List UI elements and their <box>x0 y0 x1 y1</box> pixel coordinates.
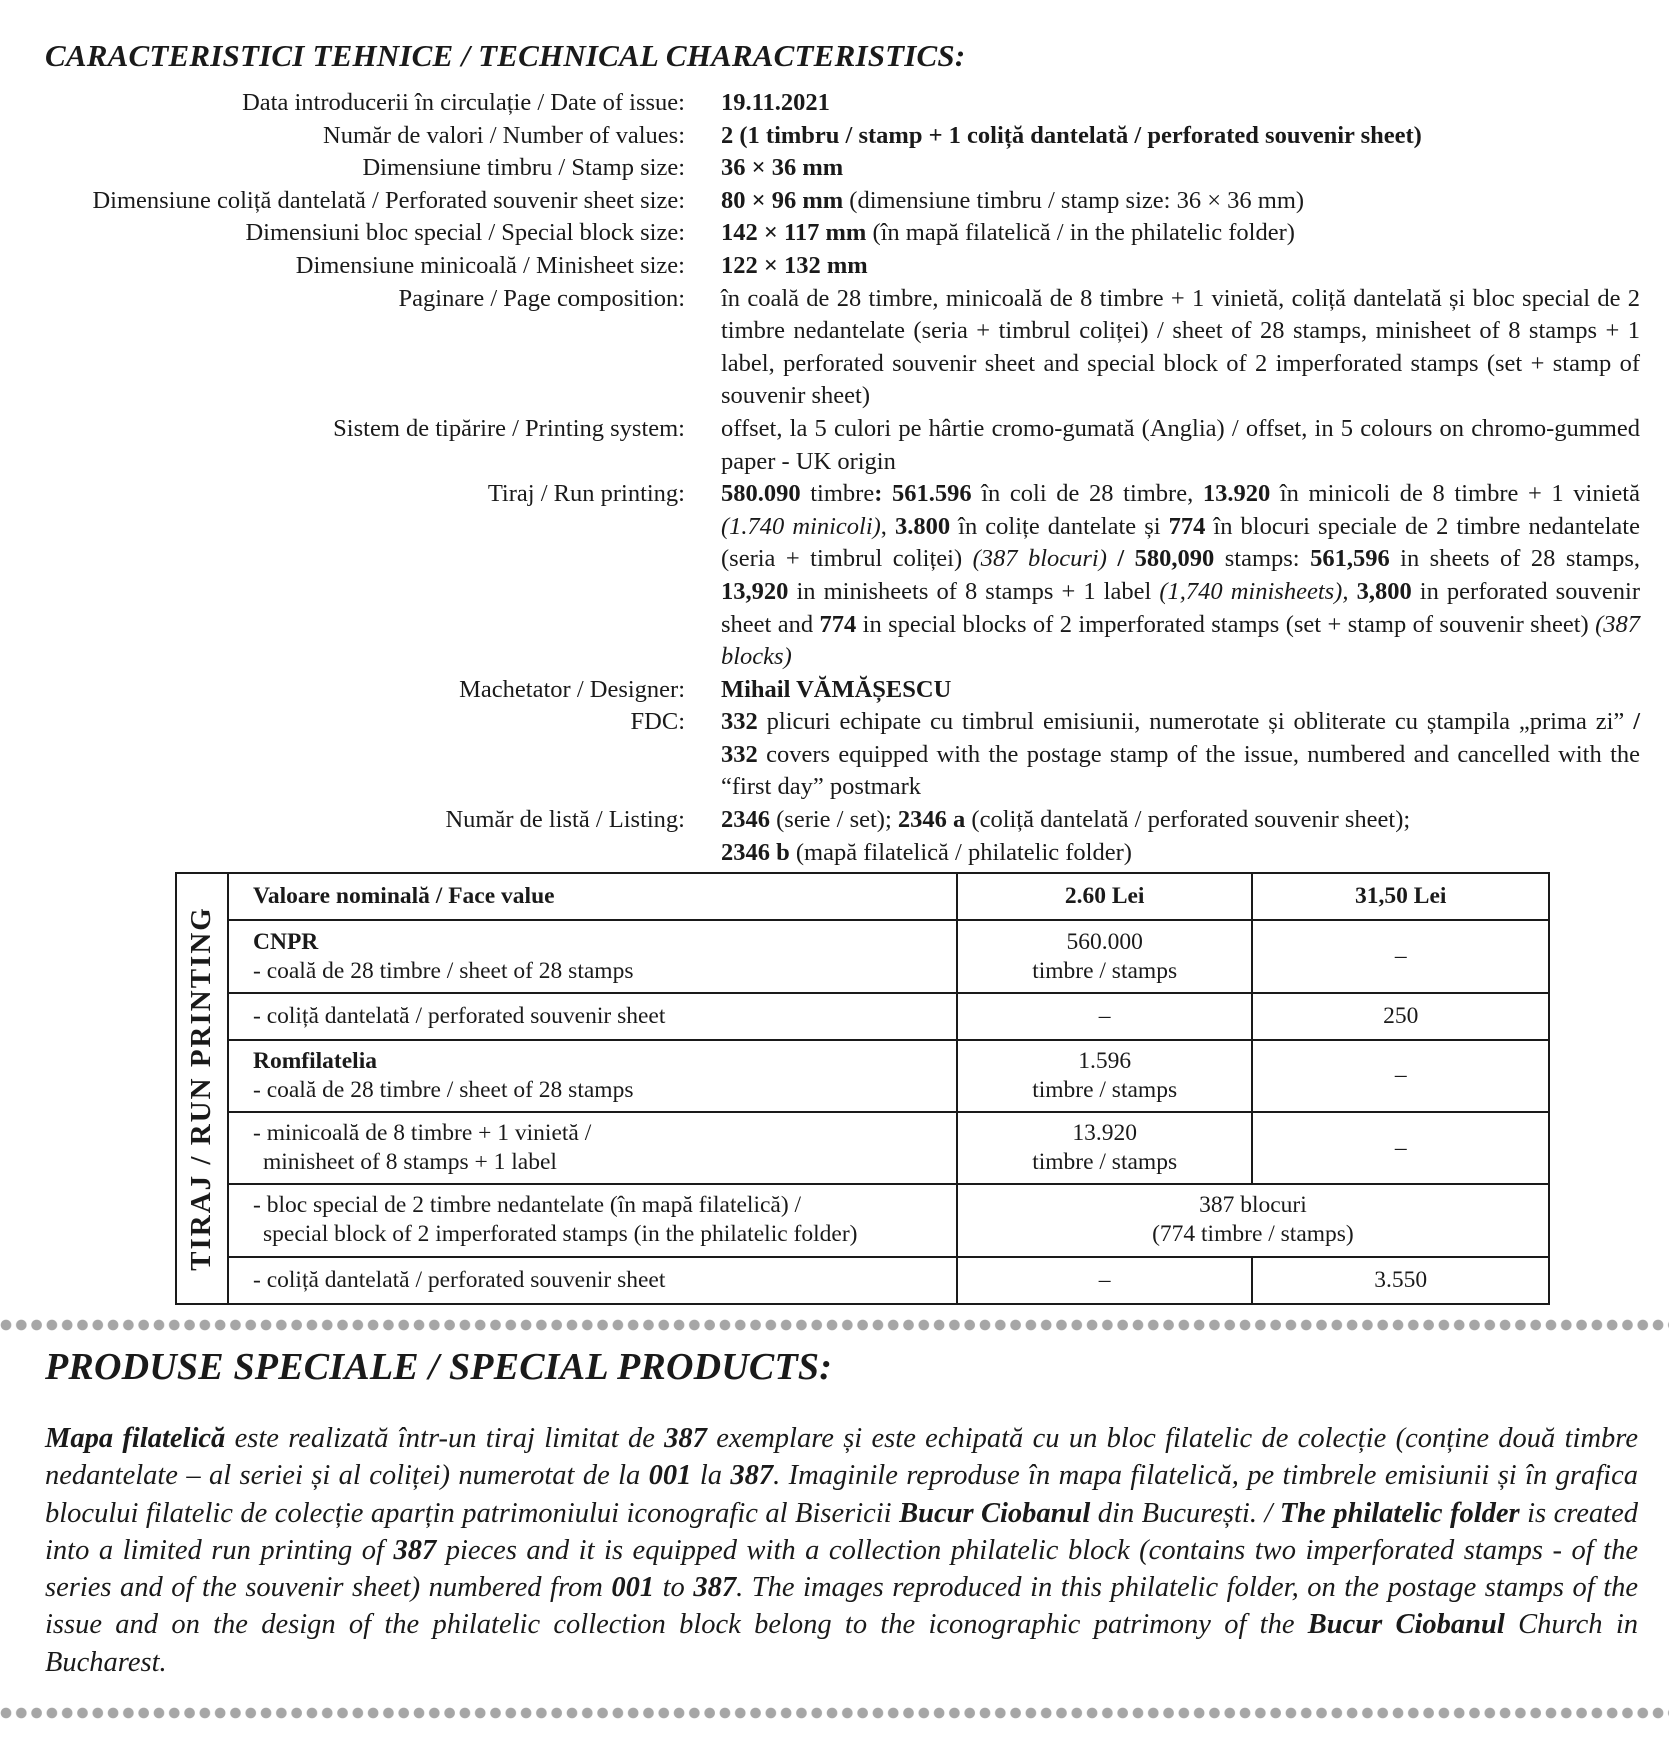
spec-value-rest: (în mapă filatelică / in the philatelic folder) <box>866 219 1295 247</box>
run-printing-table <box>227 872 1550 1305</box>
spec-value-bold: 142 × 117 mm <box>721 219 867 247</box>
text-run: in special blocks of 2 imperforated stamps (set + stamp of souvenir sheet) <box>856 610 1596 638</box>
spec-row-block-size <box>40 217 1640 250</box>
table-cell <box>228 1040 957 1113</box>
run-blocks-ro: 774 <box>1168 512 1206 540</box>
text-run: 387 <box>664 1423 707 1454</box>
text-run: . Imaginile reproduse în mapa filatelică, pe timbrele emisiunii și în grafica blocului filatelic de colecție aparțin patrimoniului iconografic al Bisericii <box>45 1460 1638 1529</box>
spec-value <box>721 217 1640 250</box>
spec-value: 19.11.2021 <box>721 89 830 116</box>
text-run: The philatelic folder <box>1279 1497 1520 1529</box>
text-run: (387 blocuri) <box>972 545 1107 573</box>
run-printing-table-block <box>175 872 1550 1305</box>
spec-value: 2 (1 timbru / stamp + 1 coliță dantelată / perforated souvenir sheet) <box>721 121 1422 149</box>
text-run: , <box>880 512 895 540</box>
cell-unit: (774 timbre / stamps) <box>1152 1221 1354 1248</box>
table-cell <box>228 920 957 993</box>
table-header-cell: Valoare nominală / Face value <box>228 873 957 920</box>
spec-row-fdc <box>40 706 1640 804</box>
spec-value <box>721 804 1640 869</box>
spec-label: Număr de listă / Listing: <box>445 806 685 834</box>
text-run: 2346 a <box>897 806 966 834</box>
table-row <box>228 1112 1549 1184</box>
text-run: (coliță dantelată / perforated souvenir sheet); <box>965 806 1411 834</box>
run-printing-title-text: TIRAJ / RUN PRINTING <box>184 906 217 1271</box>
table-row <box>228 1184 1549 1257</box>
group-label: Romfilatelia <box>253 1047 377 1074</box>
run-total-ro: 580.090 <box>721 480 801 508</box>
row-description: - coală de 28 timbre / sheet of 28 stamps <box>253 957 634 984</box>
text-run: 001 <box>611 1572 655 1604</box>
text-run: covers equipped with the postage stamp of the issue, numbered and cancelled with the “first day” postmark <box>721 740 1640 801</box>
spec-value <box>721 706 1640 804</box>
special-products-paragraph <box>45 1420 1638 1681</box>
cell-unit: timbre / stamps <box>1032 1076 1178 1103</box>
text-run: în colițe dantelate și <box>950 512 1169 540</box>
text-run: stamps: <box>1214 545 1311 573</box>
text-run: din București. / <box>1090 1497 1280 1529</box>
text-run: Bucur Ciobanul <box>899 1497 1091 1529</box>
text-run: plicuri echipate cu timbrul emisiunii, numerotate și obliterate cu ștampila „prima zi” <box>757 708 1634 736</box>
text-run: . The images reproduced in this philatelic folder, on the postage stamps of the issue and on the design of the philatelic collection block belong to the iconographic patrimony of the <box>45 1572 1639 1641</box>
table-cell <box>957 1040 1253 1113</box>
cell-value: 560.000 <box>1066 928 1143 955</box>
table-cell <box>228 1112 957 1184</box>
table-row <box>228 993 1549 1039</box>
spec-value: offset, la 5 culori pe hârtie cromo-gumată (Anglia) / offset, in 5 colours on chromo-gummed paper - UK origin <box>721 414 1640 475</box>
spec-value <box>721 185 1640 218</box>
spec-row-date <box>40 87 1640 120</box>
spec-label: Sistem de tipărire / Printing system: <box>333 414 685 442</box>
text-run: pieces and it is equipped with a collection philatelic block (contains two imperforated stamps - of the series and of the souvenir sheet) numbered from <box>45 1534 1638 1604</box>
text-run: în coli de 28 timbre, <box>971 480 1203 508</box>
text-run: / <box>1106 545 1135 573</box>
spec-value-bold: 80 × 96 mm <box>721 186 844 214</box>
row-description-en: special block of 2 imperforated stamps (in the philatelic folder) <box>263 1221 858 1248</box>
table-header-row <box>228 873 1549 920</box>
spec-value <box>721 478 1640 674</box>
spec-row-sheet-size <box>40 185 1640 218</box>
text-run: in perforated souvenir sheet and <box>721 577 1641 638</box>
text-run: exemplare și este echipată cu un bloc filatelic de colecție (conține două timbre nedantelate – al seriei și al coliței) numerotat de la <box>45 1423 1638 1492</box>
text-run: 387 <box>393 1534 437 1566</box>
text-run: (mapă filatelică / philatelic folder) <box>789 838 1132 866</box>
row-description: - coală de 28 timbre / sheet of 28 stamps <box>253 1076 634 1103</box>
spec-row-minisheet-size <box>40 250 1640 283</box>
dotted-divider <box>0 1707 1669 1719</box>
table-cell: – <box>957 1257 1253 1304</box>
spec-label: FDC: <box>630 708 685 736</box>
cell-value: 13.920 <box>1072 1120 1137 1147</box>
table-header-cell: 2.60 Lei <box>957 873 1253 920</box>
table-cell: – <box>1252 1040 1549 1113</box>
text-run: / 332 <box>721 708 1640 768</box>
text-run: (serie / set); <box>770 806 898 834</box>
table-cell-merged <box>957 1184 1549 1257</box>
table-cell: – <box>1252 920 1549 993</box>
table-cell: 250 <box>1252 993 1549 1039</box>
text-run: este realizată într-un tiraj limitat de <box>225 1423 665 1454</box>
table-row <box>228 1040 1549 1113</box>
run-souvenir-ro: 3.800 <box>894 512 951 540</box>
text-run: Mapa filatelică <box>45 1423 226 1454</box>
run-printing-side-title <box>175 872 227 1305</box>
cell-value: 387 blocuri <box>1199 1192 1307 1219</box>
table-cell: - coliță dantelată / perforated souvenir sheet <box>228 993 957 1039</box>
row-description-en: minisheet of 8 stamps + 1 label <box>263 1149 557 1176</box>
spec-label: Număr de valori / Number of values: <box>323 121 685 149</box>
spec-row-stamp-size <box>40 152 1640 185</box>
spec-label: Paginare / Page composition: <box>398 284 685 312</box>
run-blocks-en: 774 <box>819 610 857 638</box>
table-cell <box>957 920 1253 993</box>
spec-value: 36 × 36 mm <box>721 154 844 182</box>
spec-row-designer <box>40 674 1640 707</box>
spec-value: în coală de 28 timbre, minicoală de 8 timbre + 1 vinietă, coliță dantelată și bloc special de 2 timbre nedantelate (seria + timbrul coliței) / sheet of 28 stamps, minisheet of 8 stamps + 1 label, perforated souvenir sheet and special block of 2 imperforated stamps (set + stamp of souvenir sheet) <box>721 284 1640 410</box>
spec-label: Dimensiune coliță dantelată / Perforated souvenir sheet size: <box>92 186 685 214</box>
table-cell <box>957 1112 1253 1184</box>
spec-label: Machetator / Designer: <box>459 675 685 703</box>
spec-value: 122 × 132 mm <box>721 251 868 279</box>
table-cell: – <box>1252 1112 1549 1184</box>
text-run: în minicoli de 8 timbre + 1 vinietă <box>1270 480 1640 508</box>
row-description: - minicoală de 8 timbre + 1 vinietă / <box>253 1120 592 1147</box>
text-run: (1,740 minisheets), <box>1159 577 1349 605</box>
spec-label: Tiraj / Run printing: <box>487 480 685 508</box>
text-run: (387 blocks) <box>721 610 1640 671</box>
text-run: timbre <box>800 480 875 508</box>
dotted-divider <box>0 1319 1669 1331</box>
text-run: (1.740 minicoli) <box>721 512 881 540</box>
cell-unit: timbre / stamps <box>1032 1149 1178 1176</box>
row-description: - bloc special de 2 timbre nedantelate (în mapă filatelică) / <box>253 1192 802 1219</box>
spec-row-printing-system <box>40 413 1640 478</box>
table-cell: – <box>957 993 1253 1039</box>
text-run: 001 <box>648 1460 692 1492</box>
text-run: Church in Bucharest. <box>45 1609 1638 1678</box>
run-total-en: 580,090 <box>1134 545 1215 573</box>
text-run: to <box>654 1572 694 1604</box>
group-label: CNPR <box>253 928 319 955</box>
spec-row-page-composition <box>40 283 1640 413</box>
spec-label: Dimensiuni bloc special / Special block size: <box>245 219 685 247</box>
spec-label: Dimensiune minicoală / Minisheet size: <box>295 251 685 279</box>
text-run: is created into a limited run printing of <box>45 1497 1638 1566</box>
text-run: : <box>874 480 892 508</box>
text-run: 332 <box>721 708 758 736</box>
text-run: in sheets of 28 stamps, <box>1389 545 1641 573</box>
table-header-cell: 31,50 Lei <box>1252 873 1549 920</box>
spec-label: Dimensiune timbru / Stamp size: <box>362 154 685 182</box>
spec-row-listing <box>40 804 1640 869</box>
spec-value-rest: (dimensiune timbru / stamp size: 36 × 36 mm) <box>843 186 1305 214</box>
text-run: in minisheets of 8 stamps + 1 label <box>788 577 1160 605</box>
spec-value: Mihail VĂMĂȘESCU <box>721 675 952 703</box>
special-products-heading: PRODUSE SPECIALE / SPECIAL PRODUCTS: <box>45 1346 833 1388</box>
spec-label: Data introducerii în circulație / Date of issue: <box>242 89 685 116</box>
run-sheets-ro: 561.596 <box>891 480 972 508</box>
run-minisheets-en: 13,920 <box>721 577 789 605</box>
text-run: la <box>691 1460 731 1492</box>
run-minisheets-ro: 13.920 <box>1202 480 1271 508</box>
text-run: în blocuri speciale de 2 timbre nedantelate (seria + timbrul coliței) <box>721 512 1640 573</box>
table-row <box>228 920 1549 993</box>
text-run: 387 <box>693 1572 737 1604</box>
text-run: 387 <box>730 1460 774 1492</box>
cell-unit: timbre / stamps <box>1032 957 1178 984</box>
cell-value: 1.596 <box>1078 1047 1132 1074</box>
table-row <box>228 1257 1549 1304</box>
specs-list <box>40 87 1640 869</box>
run-souvenir-en: 3,800 <box>1356 577 1412 605</box>
text-run: Bucur Ciobanul <box>1307 1609 1505 1641</box>
technical-characteristics-heading: CARACTERISTICI TEHNICE / TECHNICAL CHARACTERISTICS: <box>45 38 966 73</box>
run-sheets-en: 561,596 <box>1310 545 1390 573</box>
spec-row-run-printing <box>40 478 1640 674</box>
table-cell: 3.550 <box>1252 1257 1549 1304</box>
table-cell <box>228 1184 957 1257</box>
table-cell: - coliță dantelată / perforated souvenir sheet <box>228 1257 957 1304</box>
text-run: 2346 <box>721 806 770 834</box>
text-run: 2346 b <box>721 838 790 866</box>
spec-row-values <box>40 120 1640 153</box>
text-run <box>1348 578 1356 605</box>
